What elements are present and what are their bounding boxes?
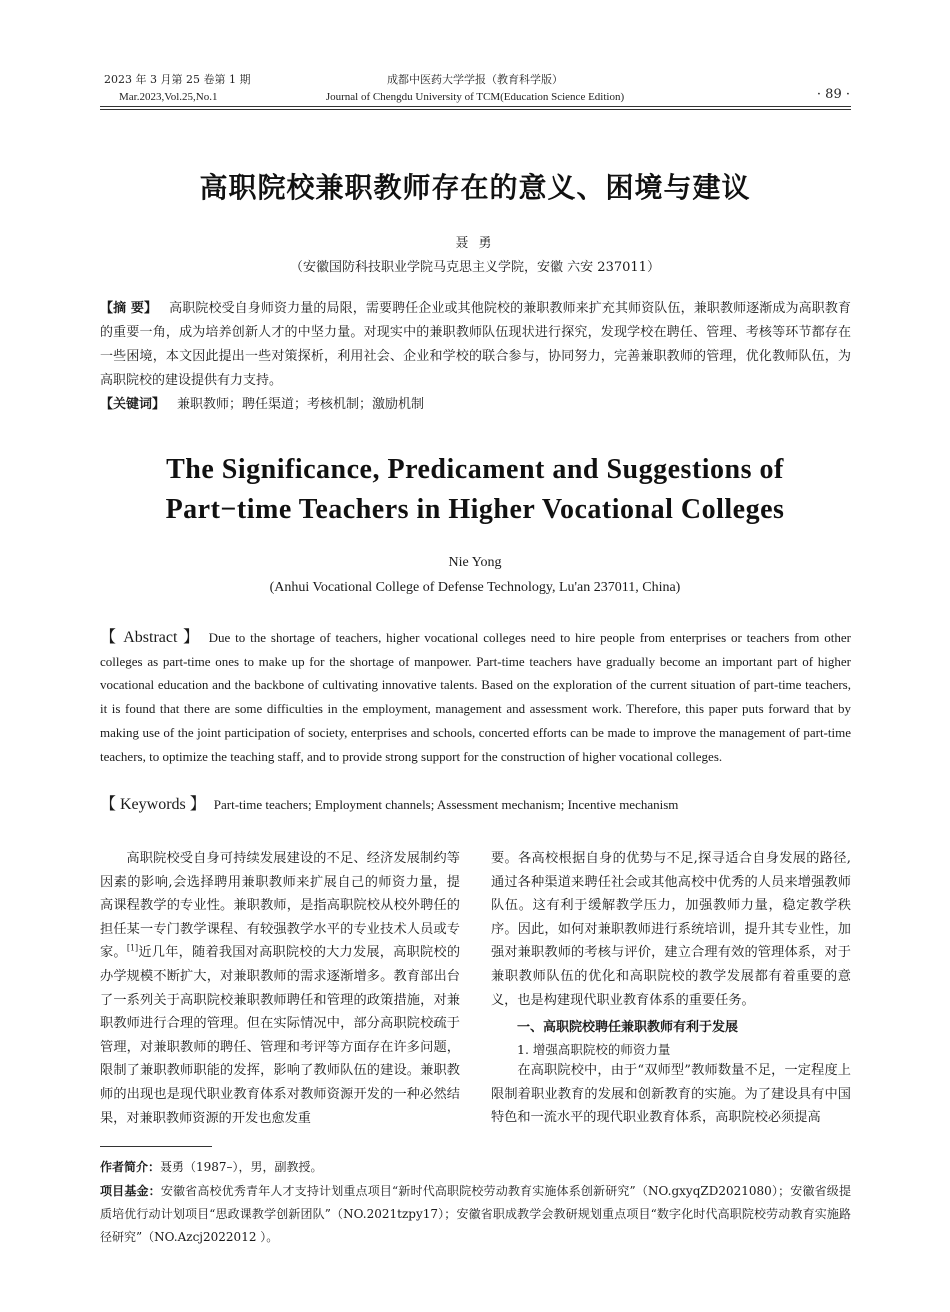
subsection-1-heading: 1. 增强高职院校的师资力量 [517, 1042, 671, 1057]
affiliation-zh: （安徽国防科技职业学院马克思主义学院，安徽 六安 237011） [290, 260, 660, 275]
footnote-funding [100, 1180, 851, 1249]
citation-1: [1] [126, 943, 139, 953]
section-1-heading: 一、高职院校聘任兼职教师有利于发展 [517, 1020, 739, 1035]
abstract-zh [100, 297, 851, 393]
keywords-text-en: Part-time teachers; Employment channels; Assessment mechanism; Incentive mechanism [213, 797, 679, 812]
article-title-zh: 高职院校兼职教师存在的意义、困境与建议 [199, 171, 751, 204]
header-rule-top [100, 106, 851, 107]
body-left-column [100, 847, 460, 1130]
journal-name-zh: 成都中医药大学学报（教育科学版） [387, 73, 563, 86]
keywords-label-zh: 【关键词】 [100, 397, 166, 412]
page-number: · 89 · [816, 87, 850, 102]
abstract-label-zh: 【摘 要】 [100, 301, 158, 316]
abstract-label-en: 【 Abstract 】 [100, 629, 201, 646]
abstract-text-zh: 高职院校受自身师资力量的局限，需要聘任企业或其他院校的兼职教师来扩充其师资队伍，兼职教师逐渐成为高职教育的重要一角，成为培养创新人才的中坚力量。对现实中的兼职教师队伍现状进行探究，发现学校在聘任、管理、考核等环节都存在一些困境，本文因此提出一些对策探析，利用社会、企业和学校的联合参与，协同努力，完善兼职教师的管理，优化教师队伍，为高职院校的建设提供有力支持。 [100, 301, 851, 388]
footnote-author [100, 1156, 851, 1179]
body-paragraph-left-b: 近几年，随着我国对高职院校的大力发展，高职院校的办学规模不断扩大，对兼职教师的需求逐渐增多。教育部出台了一系列关于高职院校兼职教师聘任和管理的政策措施，对兼职教师进行合理的管理。但在实际情况中，部分高职院校疏于管理，对兼职教师的聘任、管理和考评等方面存在许多问题，限制了兼职教师职能的发挥，影响了教师队伍的建设。兼职教师的出现也是现代职业教育体系对教师资源开发的一种必然结果，对兼职教师资源的开发也愈发重 [100, 945, 461, 1126]
author-en: Nie Yong [448, 555, 502, 570]
abstract-text-en: Due to the shortage of teachers, higher vocational colleges need to hire people from enterprises or teachers from other colleges as part-time ones to make up for the shortage of manpower. Part-time teachers have gradually become an important part of higher vocational education and the backbone of cultivating innovative talents. Based on the exploration of the current situation of part-time teachers, it is found that there are some difficulties in the employment, management and assessment work. Therefore, this paper puts forward that by making use of the joint participation of society, enterprises and schools, concerted efforts can be made to improve the management of part-time teachers, to optimize the teaching staff, and to provide strong support for the construction of higher vocational colleges. [100, 630, 851, 764]
body-paragraph-left-a: 高职院校受自身可持续发展建设的不足、经济发展制约等因素的影响,会选择聘用兼职教师来扩展自己的师资力量，提高课程教学的专业性。兼职教师，是指高职院校从校外聘任的担任某一专门教学课程、有较强教学水平的专业技术人员或专家。 [100, 851, 460, 961]
body-paragraph-right-1: 要。各高校根据自身的优势与不足,探寻适合自身发展的路径,通过各种渠道来聘任社会或其他高校中优秀的人员来增强教师队伍。这有利于缓解教学压力，加强教师力量，稳定教学秩序。因此，如何对兼职教师进行系统培训，提升其专业性，加强对兼职教师的考核与评价，建立合理有效的管理体系，对于兼职教师队伍的优化和高职院校的教学发展都有着重要的意义，也是构建现代职业教育体系的重要任务。 [491, 851, 851, 1008]
header-rule-bottom [100, 109, 851, 110]
journal-name-en: Journal of Chengdu University of TCM(Education Science Edition) [325, 91, 625, 103]
keywords-zh [100, 393, 851, 417]
footnote-funding-label: 项目基金： [100, 1184, 161, 1198]
keywords-text-zh: 兼职教师；聘任渠道；考核机制；激励机制 [177, 397, 425, 412]
issue-info-zh: 2023 年 3 月第 25 卷第 1 期 [104, 73, 251, 86]
article-title-en-line2: Part−time Teachers in Higher Vocational Colleges [165, 494, 785, 525]
issue-info-en: Mar.2023,Vol.25,No.1 [119, 91, 218, 103]
author-zh: 聂 勇 [455, 236, 495, 251]
footnote-author-label: 作者简介： [100, 1160, 161, 1174]
abstract-en [100, 626, 851, 768]
footnote-rule [100, 1146, 212, 1147]
affiliation-en: (Anhui Vocational College of Defense Technology, Lu'an 237011, China) [269, 580, 681, 595]
body-paragraph-right-2: 在高职院校中，由于“双师型”教师数量不足，一定程度上限制着职业教育的发展和创新教育的实施。为了建设具有中国特色和一流水平的现代职业教育体系，高职院校必须提高 [491, 1063, 851, 1126]
keywords-label-en: 【 Keywords 】 [100, 796, 206, 813]
footnote-funding-text: 安徽省高校优秀青年人才支持计划重点项目“新时代高职院校劳动教育实施体系创新研究”（NO.gxyqZD2021080）；安徽省级提质培优行动计划项目“思政课教学创新团队”（NO.2021tzpy17）；安徽省职成教学会教研规划重点项目“数字化时代高职院校劳动教育实施路径研究”（NO.Azcj2022012 ）。 [100, 1184, 851, 1244]
article-title-en-line1: The Significance, Predicament and Suggestions of [166, 454, 784, 485]
keywords-en [100, 793, 851, 817]
footnote-author-text: 聂勇（1987–），男，副教授。 [160, 1160, 323, 1174]
